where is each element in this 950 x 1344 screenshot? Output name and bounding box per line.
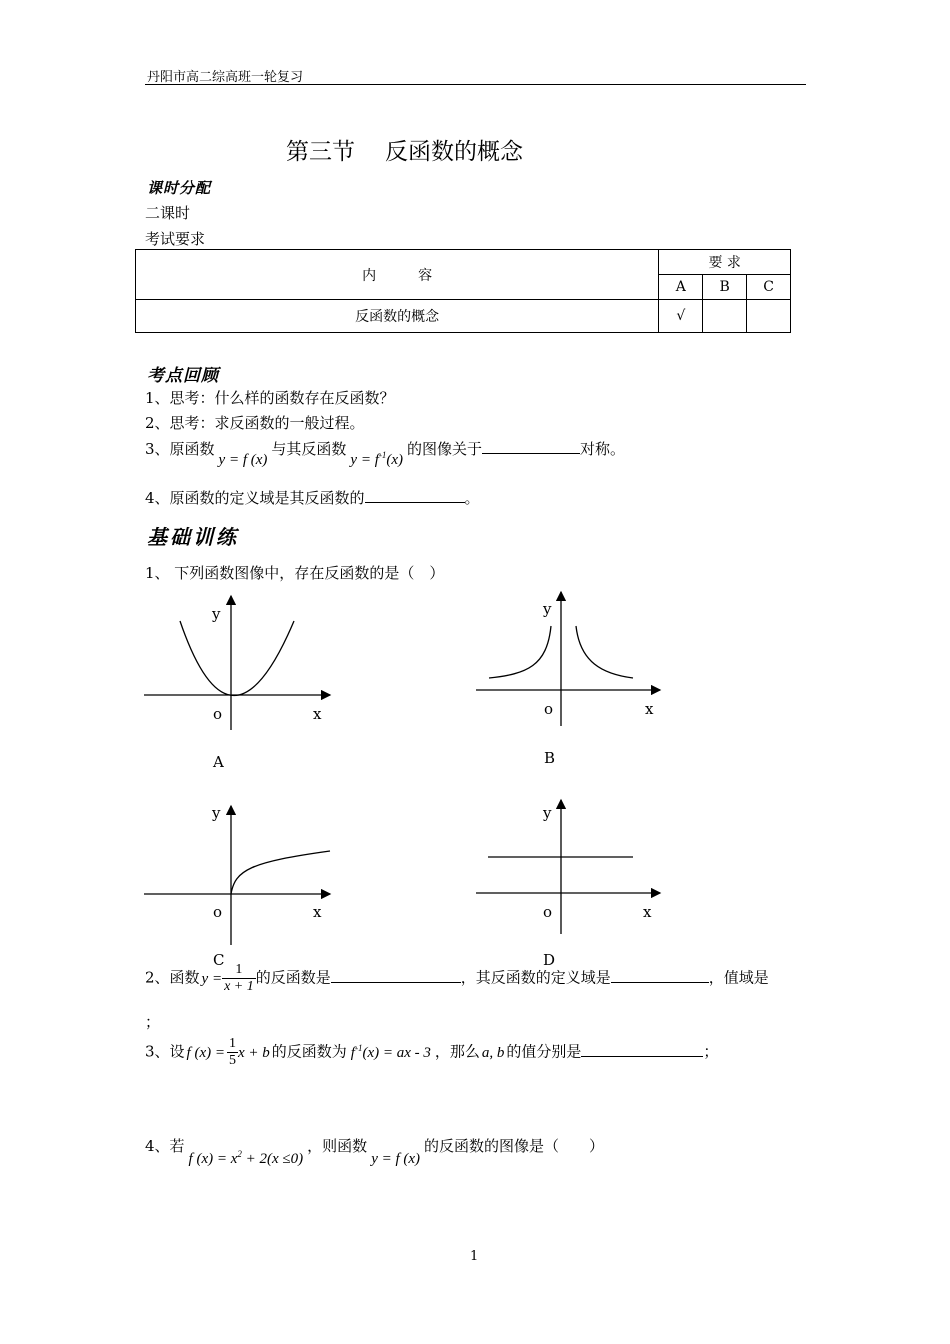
answer-blank[interactable] [581, 1042, 703, 1057]
page-title [286, 133, 523, 166]
option-a: A [213, 753, 224, 771]
option-c: C [213, 951, 225, 969]
row-label: 反函数的概念 [136, 300, 659, 333]
curve-parabola [180, 621, 294, 696]
content-header: 内 容 [136, 250, 659, 300]
level-a: A [659, 275, 703, 300]
graph-b-y: y [543, 600, 552, 618]
level-b: B [703, 275, 747, 300]
fraction-q2: $\frac{1}{x + 1}$ [224, 962, 254, 994]
requirements-table [135, 249, 791, 333]
formula-inverse: $y = f^{-1}(x)$ [350, 450, 404, 468]
option-d: D [543, 951, 556, 969]
practice-heading: 基础训练 [147, 525, 239, 549]
review-heading: 考点回顾 [147, 366, 219, 386]
graph-c-x: x [313, 903, 322, 921]
graph-d [472, 794, 672, 944]
mark-a: √ [659, 300, 703, 333]
fraction-q3: $\frac{1}{5}$ [228, 1036, 236, 1068]
curve-left-branch [489, 626, 551, 678]
header-rule [145, 84, 806, 85]
curve-log [231, 851, 330, 894]
review-q4: 4、原函数的定义域是其反函数的 。 [145, 489, 480, 507]
graph-a-origin: o [213, 705, 223, 723]
practice-q3: 3、设 f (x) = $\frac{1}{5}$ x + b 的反函数为 $f^{-1}(x)$ = ax - 3 ，那么 a, b 的值分别是 ； [145, 1036, 719, 1068]
mark-c [747, 300, 791, 333]
practice-q2: 2、函数 y = $\frac{1}{x + 1}$ 的反函数是 ，其反函数的定义域是 ，值域是 [145, 962, 769, 994]
practice-q1: 1、 下列函数图像中，存在反函数的是（ ） [145, 564, 445, 582]
review-q3: 3、原函数y = f (x)与其反函数$y = f^{-1}(x)$的图像关于 对称。 [145, 440, 626, 468]
graph-a-x: x [313, 705, 322, 723]
formula-original: y = f (x) [218, 452, 268, 468]
exam-heading: 考试要求 [145, 230, 206, 248]
schedule-heading: 课时分配 [147, 179, 212, 197]
graph-a [140, 590, 340, 740]
running-header: 丹阳市高二综高班一轮复习 [147, 70, 304, 85]
graph-c [140, 800, 340, 950]
formula-q4: f $(x) = x^2 + 2(x \le 0)$ [188, 1149, 304, 1167]
schedule-value: 二课时 [145, 204, 191, 222]
answer-blank[interactable] [365, 488, 465, 503]
answer-blank[interactable] [482, 439, 580, 454]
mark-b [703, 300, 747, 333]
level-c: C [747, 275, 791, 300]
graph-a-y: y [212, 605, 221, 623]
answer-blank[interactable] [611, 968, 709, 983]
title-topic: 反函数的概念 [385, 139, 523, 165]
graph-d-y: y [543, 804, 552, 822]
practice-q2-end: ； [145, 1013, 161, 1031]
option-b: B [544, 749, 556, 767]
graph-d-x: x [643, 903, 652, 921]
graph-b-origin: o [544, 700, 554, 718]
title-section: 第三节 [286, 139, 355, 165]
curve-right-branch [576, 626, 633, 678]
graph-c-y: y [212, 804, 221, 822]
graph-b [472, 586, 672, 731]
page-number: 1 [470, 1249, 479, 1264]
graph-d-origin: o [543, 903, 553, 921]
graph-c-origin: o [213, 903, 223, 921]
requirement-header: 要 求 [659, 250, 791, 275]
practice-q4: 4、若f $(x) = x^2 + 2(x \le 0)$，则函数y = f (x)的反函数的图像是（ ） [145, 1137, 605, 1167]
answer-blank[interactable] [331, 968, 461, 983]
graph-b-x: x [645, 700, 654, 718]
review-q2: 2、思考：求反函数的一般过程。 [145, 414, 365, 432]
review-q1: 1、思考：什么样的函数存在反函数？ [145, 389, 395, 407]
